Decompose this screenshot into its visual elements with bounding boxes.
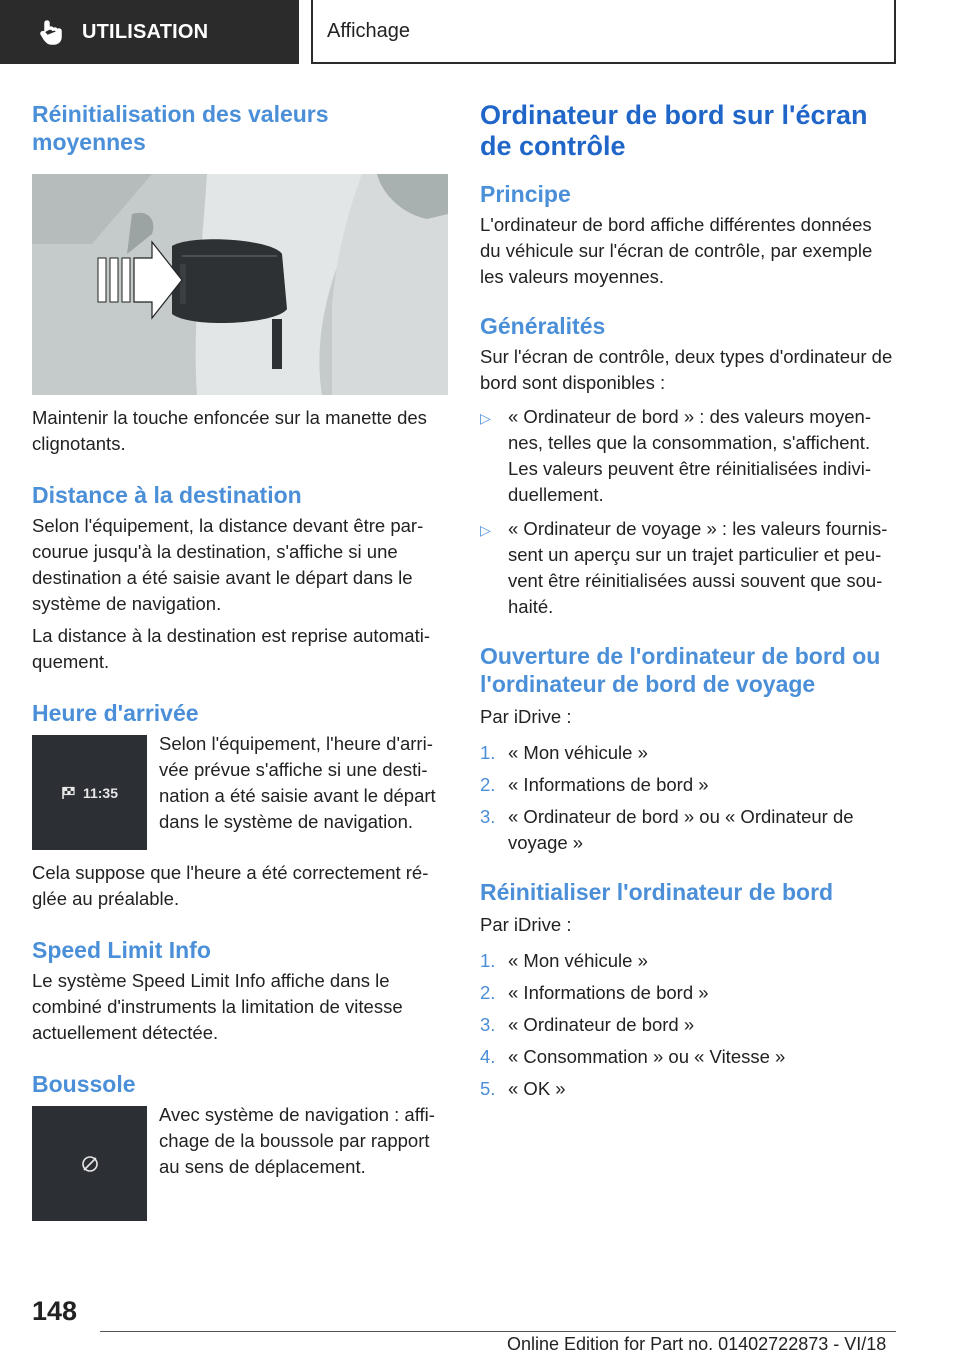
heading-general: Généralités (480, 313, 606, 339)
step-text: « Informations de bord » (508, 774, 709, 795)
page-topic-label: Affichage (327, 19, 411, 42)
step-number: 5. (480, 1078, 496, 1099)
step-number: 2. (480, 774, 496, 795)
paragraph-open: Par iDrive : (480, 706, 572, 727)
compass-block (32, 1106, 448, 1221)
step-text: « Mon véhicule » (508, 742, 648, 763)
heading-reset-averages: Réinitialisation des valeurs moyennes (32, 101, 329, 155)
bullet-text: « Ordinateur de bord » : des valeurs moyen-nes, telles que la consommation, s'affichent. Les valeurs peuvent être réinitialisées indivi-duellement. (508, 406, 871, 505)
paragraph-distance-2: La distance à la destination est reprise automati-quement. (32, 625, 430, 672)
arrival-block (32, 735, 448, 850)
paragraph-arrival: Selon l'équipement, l'heure d'arri-vée prévue s'affiche si une desti-nation a été saisie avant le départ dans le système de navigation. (159, 735, 436, 832)
page-number: 148 (32, 1296, 78, 1326)
paragraph-arrival-2: Cela suppose que l'heure a été correctement ré-glée au préalable. (32, 862, 429, 909)
left-column (32, 100, 448, 1221)
step-text: « Consommation » ou « Vitesse » (508, 1046, 786, 1067)
step-number: 3. (480, 1014, 496, 1035)
arrival-time-value: 11:35 (82, 784, 119, 801)
section-tab (0, 0, 299, 64)
paragraph-reset: Par iDrive : (480, 914, 572, 935)
list-item (480, 772, 896, 798)
step-number: 4. (480, 1046, 496, 1067)
right-column (480, 100, 896, 1102)
list-item (480, 1076, 896, 1102)
step-text: « Informations de bord » (508, 982, 709, 1003)
list-item (480, 404, 896, 508)
step-number: 1. (480, 950, 496, 971)
bullet-text: « Ordinateur de voyage » : les valeurs fournis-sent un aperçu sur un trajet particulier et peu-vent être réinitialisées aussi souvent que sou-haité. (508, 518, 888, 617)
paragraph-general: Sur l'écran de contrôle, deux types d'ordinateur de bord sont disponibles : (480, 346, 893, 393)
list-item (480, 740, 896, 766)
list-item (480, 516, 896, 620)
paragraph-principle: L'ordinateur de bord affiche différentes données du véhicule sur l'écran de contrôle, par exemple les valeurs moyennes. (480, 214, 873, 287)
step-text: « Ordinateur de bord » (508, 1014, 695, 1035)
step-text: « Ordinateur de bord » ou « Ordinateur de voyage » (508, 806, 854, 853)
step-text: « OK » (508, 1078, 566, 1099)
compass-display (32, 1106, 147, 1221)
step-number: 1. (480, 742, 496, 763)
figure-caption: Maintenir la touche enfoncée sur la manette des clignotants. (32, 407, 427, 454)
step-text: « Mon véhicule » (508, 950, 648, 971)
triangle-bullet-icon: ▷ (480, 522, 491, 538)
heading-onboard-computer: Ordinateur de bord sur l'écran de contrôle (480, 100, 868, 161)
paragraph-speed-limit-info: Le système Speed Limit Info affiche dans le combiné d'instruments la limitation de vitesse actuellement détectée. (32, 970, 403, 1043)
paragraph-compass: Avec système de navigation : affi-chage de la boussole par rapport au sens de déplacement. (159, 1106, 435, 1177)
section-label: UTILISATION (82, 20, 209, 43)
page-topic-tab (311, 0, 896, 64)
heading-reset-computer: Réinitialiser l'ordinateur de bord (480, 879, 834, 905)
compass-icon (80, 1154, 100, 1174)
heading-speed-limit-info: Speed Limit Info (32, 937, 211, 963)
heading-distance-destination: Distance à la destination (32, 482, 302, 508)
list-item (480, 948, 896, 974)
heading-compass: Boussole (32, 1071, 136, 1097)
list-item (480, 1012, 896, 1038)
list-item (480, 980, 896, 1006)
footer-edition: Online Edition for Part no. 01402722873 - VI/18 (507, 1334, 887, 1354)
list-item (480, 804, 896, 856)
flag-icon (61, 786, 77, 800)
heading-principle: Principe (480, 181, 571, 207)
hand-pointer-icon (38, 19, 64, 45)
list-item (480, 1044, 896, 1070)
step-number: 3. (480, 806, 496, 827)
footer-divider (100, 1331, 896, 1332)
triangle-bullet-icon: ▷ (480, 410, 491, 426)
paragraph-distance-1: Selon l'équipement, la distance devant être par-courue jusqu'à la destination, s'affiche si une destination a été saisie avant le départ dans le système de navigation. (32, 515, 424, 614)
arrival-time-display (32, 735, 147, 850)
heading-arrival-time: Heure d'arrivée (32, 700, 199, 726)
turn-signal-lever-illustration (32, 174, 448, 395)
step-number: 2. (480, 982, 496, 1003)
heading-open-computer: Ouverture de l'ordinateur de bord ou l'ordinateur de bord de voyage (480, 643, 881, 697)
